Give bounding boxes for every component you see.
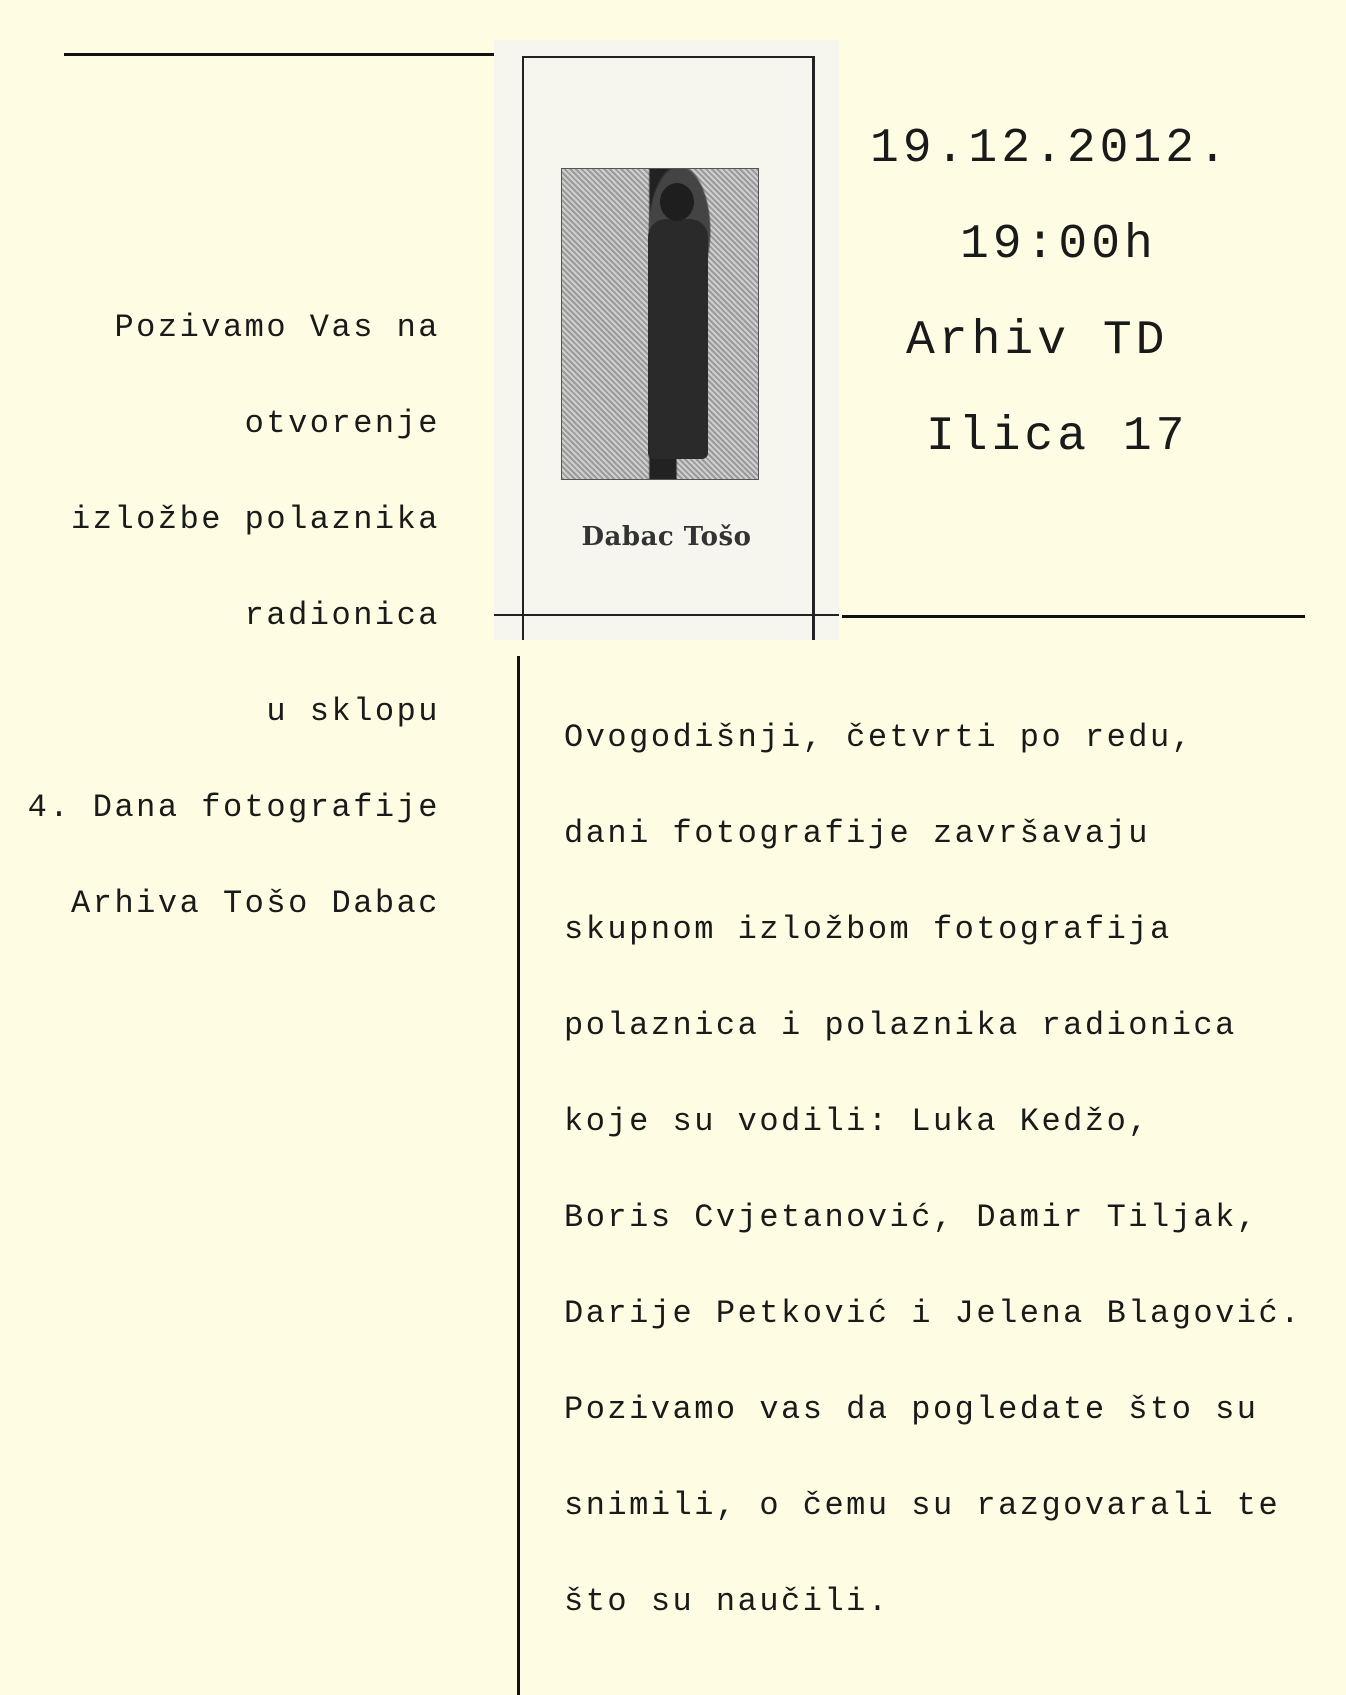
invitation-line: u sklopu [266,693,440,730]
event-date: 19.12.2012. [870,122,1231,176]
description-line: skupnom izložbom fotografija [564,911,1172,948]
clipping-border-top [522,56,815,58]
newspaper-clipping [494,40,839,640]
clipping-border-bottom [494,614,839,616]
event-venue: Arhiv TD [906,314,1169,368]
description-line: Darije Petković i Jelena Blagović. [564,1295,1302,1332]
invitation-line: Arhiva Tošo Dabac [71,885,440,922]
photographer-portrait [561,168,759,480]
invitation-line: Pozivamo Vas na [114,309,440,346]
description-line: snimili, o čemu su razgovarali te [564,1487,1281,1524]
description-line: Ovogodišnji, četvrti po redu, [564,719,1194,756]
invitation-text [28,280,440,952]
event-address: Ilica 17 [926,410,1189,464]
clipping-border-right [812,56,815,640]
invitation-line: 4. Dana fotografije [27,789,440,826]
clipping-border-left [522,56,524,640]
invitation-line: radionica [244,597,440,634]
clipping-caption: Dabac Tošo [581,522,752,552]
top-left-divider [64,53,494,56]
description-text [564,690,1302,1650]
invitation-line: izložbe polaznika [71,501,440,538]
description-line: Pozivamo vas da pogledate što su [564,1391,1259,1428]
right-divider [842,615,1305,618]
description-line: što su naučili. [564,1583,890,1620]
event-time: 19:00h [960,218,1157,272]
portrait-figure-body [648,219,708,459]
description-line: Boris Cvjetanović, Damir Tiljak, [564,1199,1259,1236]
invitation-line: otvorenje [244,405,440,442]
description-line: koje su vodili: Luka Kedžo, [564,1103,1150,1140]
description-line: dani fotografije završavaju [564,815,1150,852]
portrait-figure-head [660,183,694,221]
description-line: polaznica i polaznika radionica [564,1007,1237,1044]
vertical-divider [517,656,520,1695]
